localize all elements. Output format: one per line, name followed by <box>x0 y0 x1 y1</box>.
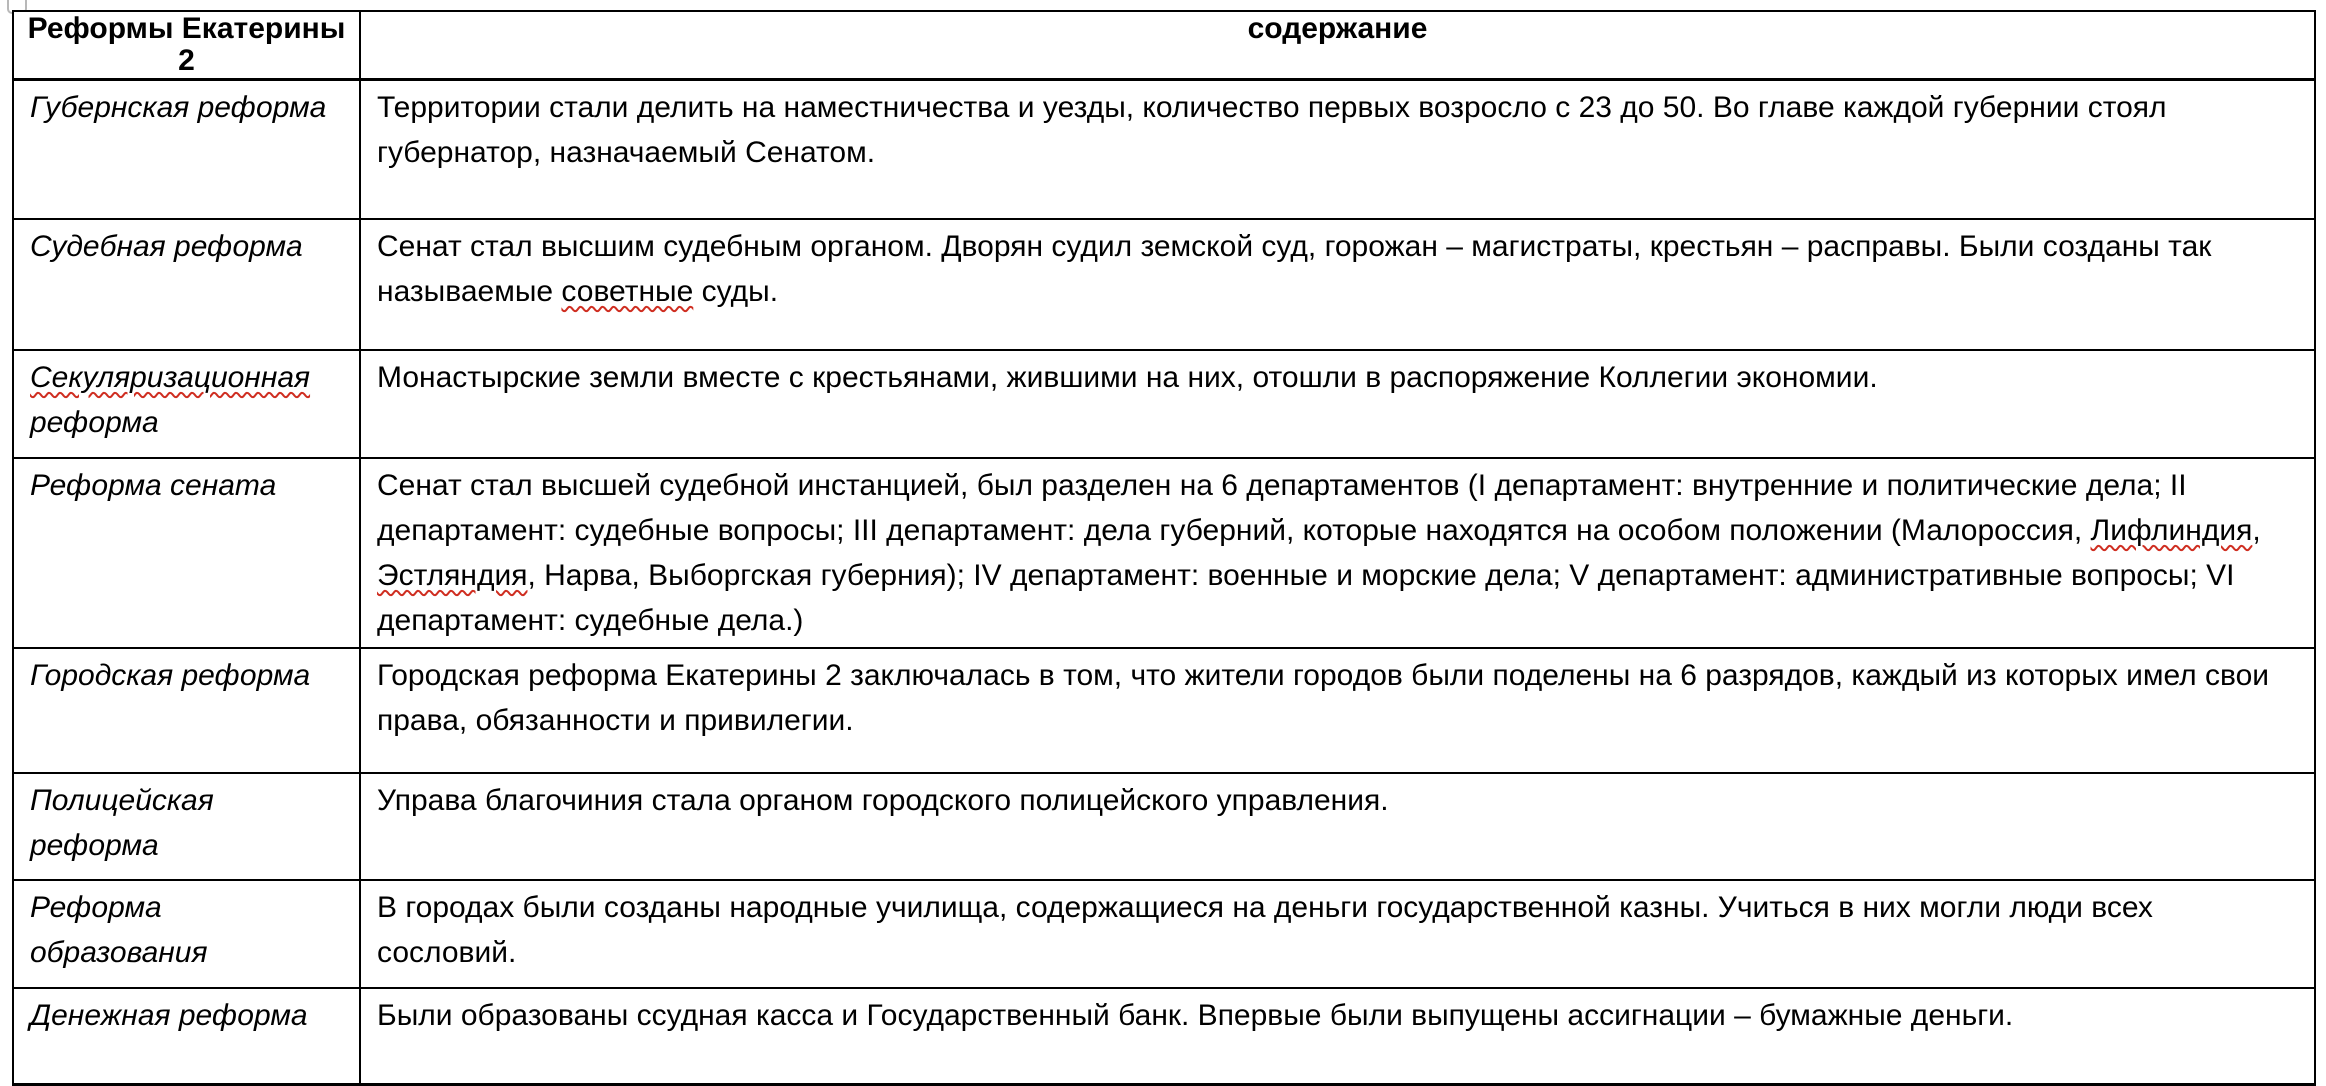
text-segment: Полицейская реформа <box>30 783 214 862</box>
table-row <box>13 219 2315 350</box>
text-segment: Реформа сената <box>30 468 277 502</box>
reform-content-cell[interactable] <box>360 219 2315 350</box>
reform-content-cell[interactable] <box>360 350 2315 458</box>
reforms-table <box>12 10 2316 1086</box>
misspelled-word: советные <box>561 274 694 308</box>
text-segment: суды. <box>693 274 779 308</box>
text-segment: Денежная реформа <box>30 998 308 1032</box>
text-segment: Губернская реформа <box>30 91 327 124</box>
table-row <box>13 773 2315 880</box>
text-segment: , <box>2252 513 2261 547</box>
reform-content-cell[interactable] <box>360 988 2315 1085</box>
table-row <box>13 80 2315 219</box>
text-segment: реформа <box>30 405 159 439</box>
text-segment: Реформа образования <box>30 890 208 969</box>
table-row <box>13 458 2315 648</box>
misspelled-word: Эстляндия <box>377 558 528 592</box>
text-segment: Были образованы ссудная касса и Государственный банк. Впервые были выпущены ассигнации – бумажные деньги. <box>377 998 2014 1032</box>
text-segment: Сенат стал высшей судебной инстанцией, был разделен на 6 департаментов (I департамент: внутренние и политические дела; II департамент: судебные вопросы; III департамент: дела губерний, которые находятся на особом положении (Малороссия, <box>377 468 2187 547</box>
table-row <box>13 350 2315 458</box>
text-segment: Судебная реформа <box>30 229 303 263</box>
table-header-row <box>13 11 2315 80</box>
header-col-content[interactable]: содержание <box>360 11 2315 80</box>
reform-content-cell[interactable] <box>360 773 2315 880</box>
reform-content-cell[interactable] <box>360 80 2315 219</box>
table-row <box>13 648 2315 773</box>
table-body <box>13 80 2315 1085</box>
reform-name-cell[interactable] <box>13 219 360 350</box>
text-segment: Управа благочиния стала органом городского полицейского управления. <box>377 783 1389 817</box>
reform-name-cell[interactable] <box>13 350 360 458</box>
reform-content-cell[interactable] <box>360 458 2315 648</box>
reform-name-cell[interactable] <box>13 988 360 1085</box>
text-segment: Городская реформа <box>30 658 311 692</box>
reform-name-cell[interactable] <box>13 648 360 773</box>
table-row <box>13 988 2315 1085</box>
text-segment: Монастырские земли вместе с крестьянами, жившими на них, отошли в распоряжение Коллегии экономии. <box>377 360 1878 394</box>
misspelled-word: Лифлиндия <box>2090 513 2253 547</box>
reform-name-cell[interactable] <box>13 80 360 219</box>
header-col-reforms[interactable]: Реформы Екатерины 2 <box>13 11 360 80</box>
text-segment: Городская реформа Екатерины 2 заключалась в том, что жители городов были поделены на 6 разрядов, каждый из которых имел свои права, обязанности и привилегии. <box>377 658 2270 737</box>
reform-name-cell[interactable] <box>13 773 360 880</box>
text-segment: В городах были созданы народные училища, содержащиеся на деньги государственной казны. Учиться в них могли люди всех сословий. <box>377 890 2153 969</box>
reform-content-cell[interactable] <box>360 880 2315 988</box>
reform-content-cell[interactable] <box>360 648 2315 773</box>
text-segment: , Нарва, Выборгская губерния); IV департамент: военные и морские дела; V департамент: административные вопросы; VI департамент: судебные дела.) <box>377 558 2235 637</box>
reform-name-cell[interactable] <box>13 880 360 988</box>
text-segment: Территории стали делить на наместничества и уезды, количество первых возросло с 23 до 50. Во главе каждой губернии стоял губернатор, назначаемый Сенатом. <box>377 91 2167 169</box>
text-segment: Сенат стал высшим судебным органом. Дворян судил земской суд, горожан – магистраты, крестьян – расправы. Были созданы так называемые <box>377 229 2212 308</box>
reform-name-cell[interactable] <box>13 458 360 648</box>
misspelled-word: Секуляризационная <box>30 360 311 394</box>
table-row <box>13 880 2315 988</box>
